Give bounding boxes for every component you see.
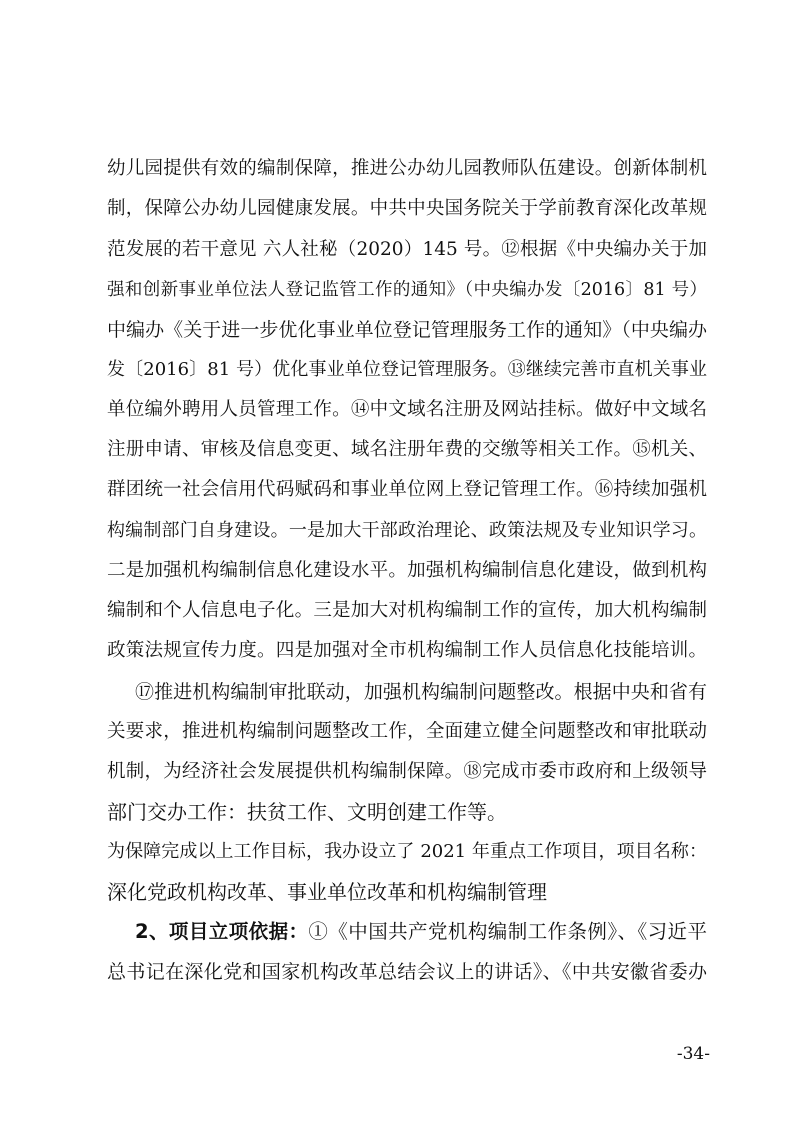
body-text-line: 幼儿园提供有效的编制保障，推进公办幼儿园教师队伍建设。创新体制机	[107, 158, 707, 179]
body-text-line: 二是加强机构编制信息化建设水平。加强机构编制信息化建设，做到机构	[107, 560, 707, 581]
section-2-line	[135, 917, 707, 947]
body-text-line: 为保障完成以上工作目标，我办设立了 2021 年重点工作项目，项目名称：	[107, 841, 707, 862]
body-text-line: 政策法规宣传力度。四是加强对全市机构编制工作人员信息化技能培训。	[107, 640, 707, 661]
body-text-line: 编制和个人信息电子化。三是加大对机构编制工作的宣传，加大机构编制	[107, 600, 707, 621]
body-text-line: 部门交办工作：扶贫工作、文明创建工作等。	[107, 800, 507, 824]
body-text-line: 范发展的若干意见 六人社秘（2020）145 号。⑫根据《中央编办关于加	[107, 239, 707, 260]
section-2-heading: 2、项目立项依据：	[135, 920, 309, 943]
body-text-line: ⑰推进机构编制审批联动，加强机构编制问题整改。根据中央和省有	[135, 681, 707, 703]
body-text-line: 构编制部门自身建设。一是加大干部政治理论、政策法规及专业知识学习。	[107, 520, 707, 541]
body-text-line: 机制，为经济社会发展提供机构编制保障。⑱完成市委市政府和上级领导	[107, 761, 707, 782]
body-text-line: 发〔2016〕81 号）优化事业单位登记管理服务。⑬继续完善市直机关事业	[107, 359, 707, 380]
body-text-line: 总书记在深化党和国家机构改革总结会议上的讲话》、《中共安徽省委办	[107, 961, 707, 983]
body-text-line: 制，保障公办幼儿园健康发展。中共中央国务院关于学前教育深化改革规	[107, 198, 707, 219]
body-text-line: 群团统一社会信用代码赋码和事业单位网上登记管理工作。⑯持续加强机	[107, 479, 707, 500]
body-text-line: 单位编外聘用人员管理工作。⑭中文域名注册及网站挂标。做好中文域名	[107, 399, 707, 420]
section-2-text: ①《中国共产党机构编制工作条例》、《习近平	[308, 920, 707, 943]
body-text-line: 关要求，推进机构编制问题整改工作，全面建立健全问题整改和审批联动	[107, 721, 707, 742]
body-text-line: 中编办《关于进一步优化事业单位登记管理服务工作的通知》（中央编办	[107, 319, 707, 341]
page-number: -34-	[676, 1044, 710, 1064]
body-text-line: 深化党政机构改革、事业单位改革和机构编制管理	[107, 880, 547, 904]
body-text-line: 注册申请、审核及信息变更、域名注册年费的交缴等相关工作。⑮机关、	[107, 439, 707, 460]
body-text-line: 强和创新事业单位法人登记监管工作的通知》（中央编办发〔2016〕81 号）	[107, 280, 707, 300]
